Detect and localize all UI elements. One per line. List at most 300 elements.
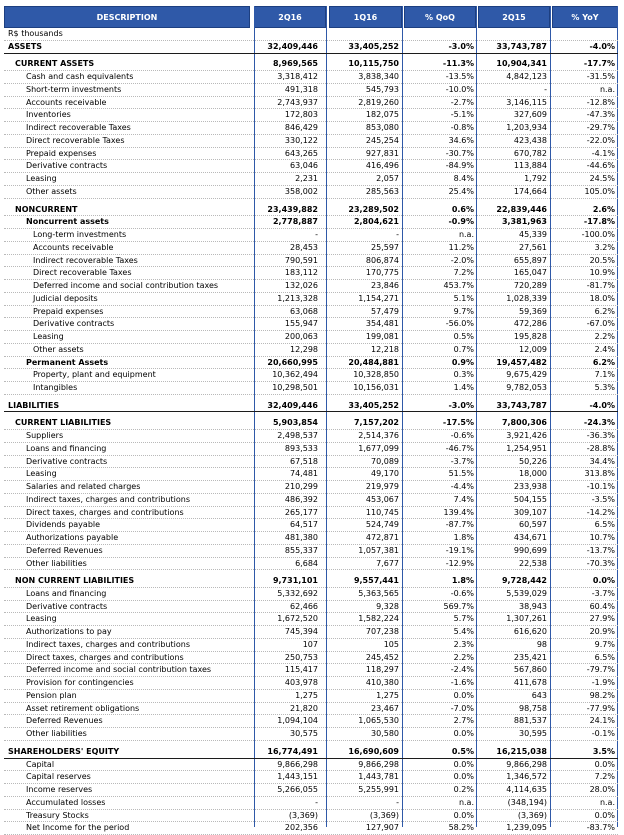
value-1q16: 33,405,252 [348,41,399,51]
value-2q15: 411,678 [513,678,547,688]
value-yoy: -36.3% [586,431,615,441]
section-row [4,746,618,759]
value-yoy: 18.0% [589,293,615,303]
value-2q15: 10,904,341 [496,59,547,69]
value-1q16: 9,328 [376,601,399,611]
value-yoy: -12.8% [586,97,615,107]
row-label: Loans and financing [26,588,107,598]
value-2q15: 113,884 [513,161,547,171]
value-1q16: 245,254 [365,135,399,145]
value-2q16: 67,518 [290,456,318,466]
value-2q15: 9,675,429 [506,370,547,380]
value-1q16: 9,557,441 [353,576,399,586]
value-qoq: 0.7% [453,344,474,354]
value-2q15: 720,289 [513,281,547,291]
group-row [4,575,618,588]
table-row [4,545,618,558]
value-2q16: 74,481 [290,469,318,479]
value-1q16: - [396,797,399,807]
value-2q15: 7,800,306 [501,418,547,428]
value-yoy: -1.9% [591,678,615,688]
value-yoy: 24.1% [589,716,615,726]
table-row [4,481,618,494]
value-2q15: 18,000 [519,469,547,479]
value-2q16: 8,969,565 [272,59,318,69]
table-body [4,28,618,835]
row-label: Long-term investments [33,230,127,240]
value-qoq: 0.0% [453,690,474,700]
table-row [4,639,618,652]
value-1q16: 57,479 [371,306,399,316]
value-qoq: -30.7% [445,148,474,158]
table-row [4,456,618,469]
value-2q16: 21,820 [290,703,318,713]
value-yoy: -47.3% [586,110,615,120]
value-qoq: n.a. [458,797,474,807]
value-2q16: 1,672,520 [277,614,318,624]
value-yoy: 5.3% [594,383,615,393]
value-1q16: (3,369) [369,810,399,820]
value-1q16: 20,484,881 [348,357,399,367]
value-qoq: -13.5% [445,72,474,82]
row-label: Other assets [26,186,77,196]
value-1q16: 30,580 [371,729,399,739]
row-label: Salaries and related charges [26,482,141,492]
value-2q15: 567,860 [513,665,547,675]
value-2q15: 30,595 [519,729,547,739]
value-2q16: 10,298,501 [272,383,318,393]
row-label: Other liabilities [26,558,87,568]
table-row [4,652,618,665]
value-yoy: -3.5% [591,494,615,504]
value-1q16: 453,067 [365,494,399,504]
value-2q16: 20,660,995 [267,357,318,367]
table-row [4,160,618,173]
table-row [4,148,618,161]
value-2q15: 3,146,115 [506,97,547,107]
value-2q16: 1,094,104 [277,716,318,726]
group-row [4,216,618,229]
value-1q16: 2,804,621 [353,217,399,227]
column-header-description: DESCRIPTION [4,6,250,28]
value-2q15: (348,194) [507,797,547,807]
value-qoq: 0.5% [453,332,474,342]
row-label: Direct recoverable Taxes [33,268,132,278]
value-2q15: 1,239,095 [506,823,547,833]
table-row [4,558,618,571]
row-label: Leasing [26,614,57,624]
value-qoq: n.a. [458,230,474,240]
value-2q15: (3,369) [517,810,547,820]
value-2q16: 9,731,101 [272,576,318,586]
value-1q16: - [396,230,399,240]
value-2q16: 115,417 [284,665,318,675]
table-row [4,494,618,507]
value-qoq: -3.0% [448,41,474,51]
table-row [4,532,618,545]
row-label: Capital reserves [26,772,91,782]
row-label: NONCURRENT [15,204,78,214]
row-label: Prepaid expenses [33,306,104,316]
value-2q16: 5,903,854 [272,418,318,428]
value-2q15: 423,438 [513,135,547,145]
value-yoy: 0.0% [592,576,615,586]
table-row [4,135,618,148]
value-2q15: 327,609 [513,110,547,120]
value-qoq: 0.2% [453,785,474,795]
row-label: Deferred Revenues [26,545,103,555]
value-qoq: 58.2% [448,823,474,833]
value-yoy: -67.0% [586,319,615,329]
value-1q16: 2,057 [376,174,399,184]
value-2q15: 1,203,934 [506,123,547,133]
value-qoq: 7.4% [453,494,474,504]
value-1q16: 170,775 [365,268,399,278]
row-label: SHAREHOLDERS' EQUITY [8,746,120,756]
value-2q16: 1,275 [295,690,318,700]
row-label: Other assets [33,344,84,354]
value-2q15: 434,671 [513,533,547,543]
value-qoq: 2.2% [453,652,474,662]
row-label: Leasing [26,469,57,479]
value-qoq: 0.5% [451,746,474,756]
row-label: Indirect recoverable Taxes [33,255,138,265]
value-yoy: 0.0% [594,759,615,769]
value-qoq: -56.0% [445,319,474,329]
value-2q16: 32,409,446 [267,400,318,410]
value-qoq: 0.0% [453,729,474,739]
value-yoy: 6.2% [592,357,615,367]
row-label: Derivative contracts [26,161,108,171]
value-qoq: 5.1% [453,293,474,303]
value-qoq: -3.0% [448,400,474,410]
value-2q16: 63,068 [290,306,318,316]
column-header-yoy: % YoY [552,6,618,28]
value-1q16: 33,405,252 [348,400,399,410]
value-1q16: 127,907 [365,823,399,833]
row-label: Loans and financing [26,443,107,453]
value-2q15: 1,792 [524,174,547,184]
value-qoq: 2.7% [453,716,474,726]
value-2q16: 790,591 [284,255,318,265]
row-label: Judicial deposits [33,293,98,303]
value-yoy: -24.3% [583,418,615,428]
value-2q16: 643,265 [284,148,318,158]
value-2q15: 655,897 [513,255,547,265]
value-2q15: 33,743,787 [496,400,547,410]
table-row [4,690,618,703]
value-qoq: -4.4% [450,482,474,492]
value-qoq: -2.0% [450,255,474,265]
table-row [4,109,618,122]
table-row [4,626,618,639]
value-2q15: 22,538 [519,558,547,568]
value-2q16: 846,429 [284,123,318,133]
value-2q16: 5,332,692 [277,588,318,598]
value-2q15: 165,047 [513,268,547,278]
value-yoy: 6.5% [594,520,615,530]
value-yoy: -44.6% [586,161,615,171]
value-2q15: 1,307,261 [506,614,547,624]
value-2q15: 990,699 [513,545,547,555]
row-label: Indirect taxes, charges and contributions [26,494,191,504]
table-row [4,443,618,456]
value-qoq: 0.3% [453,370,474,380]
row-label: Derivative contracts [33,319,115,329]
value-1q16: 9,866,298 [358,759,399,769]
value-2q16: 28,453 [290,242,318,252]
value-2q15: 12,009 [519,344,547,354]
value-yoy: 98.2% [589,690,615,700]
row-label: Leasing [26,174,57,184]
value-2q15: 50,226 [519,456,547,466]
value-1q16: 70,089 [371,456,399,466]
value-2q16: 250,753 [284,652,318,662]
value-2q16: 1,443,151 [277,772,318,782]
row-label: Direct taxes, charges and contributions [26,507,184,517]
table-row [4,822,618,835]
value-1q16: 2,819,260 [358,97,399,107]
value-qoq: -12.9% [445,558,474,568]
value-1q16: 245,452 [365,652,399,662]
unit-note [4,28,618,41]
row-label: Income reserves [26,785,93,795]
value-2q15: 504,155 [513,494,547,504]
value-qoq: 7.2% [453,268,474,278]
value-qoq: 0.0% [453,772,474,782]
value-yoy: -14.2% [586,507,615,517]
value-qoq: -46.7% [445,443,474,453]
value-qoq: 0.6% [451,204,474,214]
value-2q16: 6,684 [295,558,318,568]
value-1q16: 23,289,502 [348,204,399,214]
table-row [4,186,618,199]
value-1q16: 416,496 [365,161,399,171]
value-2q16: 2,778,887 [272,217,318,227]
value-2q15: 33,743,787 [496,41,547,51]
value-2q15: 309,107 [513,507,547,517]
value-yoy: -77.9% [586,703,615,713]
value-2q15: 3,381,963 [501,217,547,227]
table-row [4,601,618,614]
value-2q15: 22,839,446 [496,204,547,214]
value-2q15: 643 [531,690,547,700]
value-1q16: 1,677,099 [358,443,399,453]
value-2q16: 1,213,328 [277,293,318,303]
table-row [4,728,618,741]
value-yoy: 6.2% [594,306,615,316]
value-qoq: 0.0% [453,759,474,769]
value-yoy: -22.0% [586,135,615,145]
row-label: Derivative contracts [26,601,108,611]
value-2q16: 107 [302,639,318,649]
table-row [4,588,618,601]
value-1q16: 10,328,850 [353,370,399,380]
row-label: Intangibles [33,383,78,393]
value-2q15: 4,842,123 [506,72,547,82]
value-1q16: 3,838,340 [358,72,399,82]
value-2q15: 4,114,635 [506,785,547,795]
value-1q16: 1,065,530 [358,716,399,726]
table-row [4,242,618,255]
row-label: Other liabilities [26,729,87,739]
value-2q15: 9,866,298 [506,759,547,769]
value-2q16: 30,575 [290,729,318,739]
value-yoy: -31.5% [586,72,615,82]
row-label: Indirect recoverable Taxes [26,123,131,133]
value-qoq: -3.7% [450,456,474,466]
value-2q15: 1,028,339 [506,293,547,303]
table-row [4,331,618,344]
value-2q15: 472,286 [513,319,547,329]
value-2q16: 64,517 [290,520,318,530]
value-2q15: 45,339 [519,230,547,240]
group-row [4,417,618,430]
value-1q16: 219,979 [365,482,399,492]
value-1q16: 49,170 [371,469,399,479]
value-yoy: -4.1% [591,148,615,158]
value-qoq: -1.6% [450,678,474,688]
value-qoq: 569.7% [443,601,474,611]
value-yoy: 60.4% [589,601,615,611]
row-label: Property, plant and equipment [33,370,156,380]
value-yoy: 9.7% [594,639,615,649]
table-row [4,771,618,784]
value-yoy: -100.0% [581,230,615,240]
value-2q16: 12,298 [290,344,318,354]
row-label: Noncurrent assets [26,217,109,227]
table-row [4,267,618,280]
value-yoy: 24.5% [589,174,615,184]
table-row [4,507,618,520]
row-label: CURRENT ASSETS [15,59,95,69]
table-row [4,280,618,293]
value-2q15: 9,728,442 [501,576,547,586]
table-row [4,344,618,357]
value-yoy: 0.0% [594,810,615,820]
table-header [4,6,618,28]
value-2q16: 2,231 [295,174,318,184]
row-label: Accounts receivable [26,97,107,107]
value-2q15: 27,561 [519,242,547,252]
table-row [4,664,618,677]
table-row [4,97,618,110]
value-1q16: 10,115,750 [348,59,399,69]
value-qoq: -87.7% [445,520,474,530]
column-header-1q16: 1Q16 [329,6,402,28]
value-qoq: -0.8% [450,123,474,133]
value-2q15: 195,828 [513,332,547,342]
value-qoq: -17.5% [442,418,474,428]
value-yoy: 7.2% [594,772,615,782]
value-2q16: 855,337 [284,545,318,555]
value-1q16: 2,514,376 [358,431,399,441]
value-1q16: 7,157,202 [353,418,399,428]
value-2q16: - [315,230,318,240]
value-yoy: 20.9% [589,627,615,637]
value-1q16: 105 [383,639,399,649]
value-2q15: 9,782,053 [506,383,547,393]
value-2q16: 330,122 [284,135,318,145]
value-qoq: 5.4% [453,627,474,637]
value-yoy: -29.7% [586,123,615,133]
value-2q16: 358,002 [284,186,318,196]
value-qoq: 0.0% [453,810,474,820]
row-label: Provision for contingencies [26,678,134,688]
value-yoy: -17.8% [583,217,615,227]
value-2q16: 202,356 [284,823,318,833]
value-2q15: 233,938 [513,482,547,492]
value-2q16: 481,380 [284,533,318,543]
value-1q16: 5,363,565 [358,588,399,598]
table-row [4,71,618,84]
value-qoq: 5.7% [453,614,474,624]
row-label: Short-term investments [26,84,122,94]
value-yoy: 3.2% [594,242,615,252]
value-2q15: 59,369 [519,306,547,316]
row-label: Net Income for the period [26,823,130,833]
value-2q15: 670,782 [513,148,547,158]
row-label: Cash and cash equivalents [26,72,134,82]
value-yoy: -79.7% [586,665,615,675]
value-qoq: -11.3% [442,59,474,69]
row-label: Direct taxes, charges and contributions [26,652,184,662]
value-1q16: 7,677 [376,558,399,568]
value-1q16: 524,749 [365,520,399,530]
row-label: LIABILITIES [8,400,60,410]
value-qoq: 51.5% [448,469,474,479]
row-label: ASSETS [8,41,43,51]
table-row [4,173,618,186]
value-1q16: 707,238 [365,627,399,637]
value-yoy: 10.9% [589,268,615,278]
value-yoy: -4.0% [589,400,615,410]
row-label: Capital [26,759,55,769]
section-row [4,41,618,54]
value-1q16: 806,874 [365,255,399,265]
value-qoq: 25.4% [448,186,474,196]
value-2q15: 616,620 [513,627,547,637]
value-2q16: 486,392 [284,494,318,504]
row-label: CURRENT LIABILITIES [15,418,112,428]
value-1q16: 472,871 [365,533,399,543]
row-label: Deferred income and social contribution taxes [33,281,219,291]
value-yoy: 105.0% [584,186,615,196]
column-header-2q16: 2Q16 [254,6,326,28]
value-yoy: 6.5% [594,652,615,662]
row-label: Leasing [33,332,64,342]
value-1q16: 853,080 [365,123,399,133]
value-2q15: - [544,84,547,94]
value-yoy: 3.5% [592,746,615,756]
row-label: Authorizations to pay [26,627,112,637]
column-header-2q15: 2Q15 [478,6,550,28]
table-row [4,84,618,97]
value-yoy: 313.8% [584,469,615,479]
value-yoy: -10.1% [586,482,615,492]
value-1q16: 118,297 [365,665,399,675]
value-yoy: -81.7% [586,281,615,291]
group-row [4,58,618,71]
value-1q16: 199,081 [365,332,399,342]
value-yoy: 2.6% [592,204,615,214]
row-label: Authorizations payable [26,533,119,543]
value-yoy: n.a. [599,797,615,807]
value-2q16: 3,318,412 [277,72,318,82]
section-row [4,400,618,413]
value-qoq: 453.7% [443,281,474,291]
value-2q16: (3,369) [288,810,318,820]
